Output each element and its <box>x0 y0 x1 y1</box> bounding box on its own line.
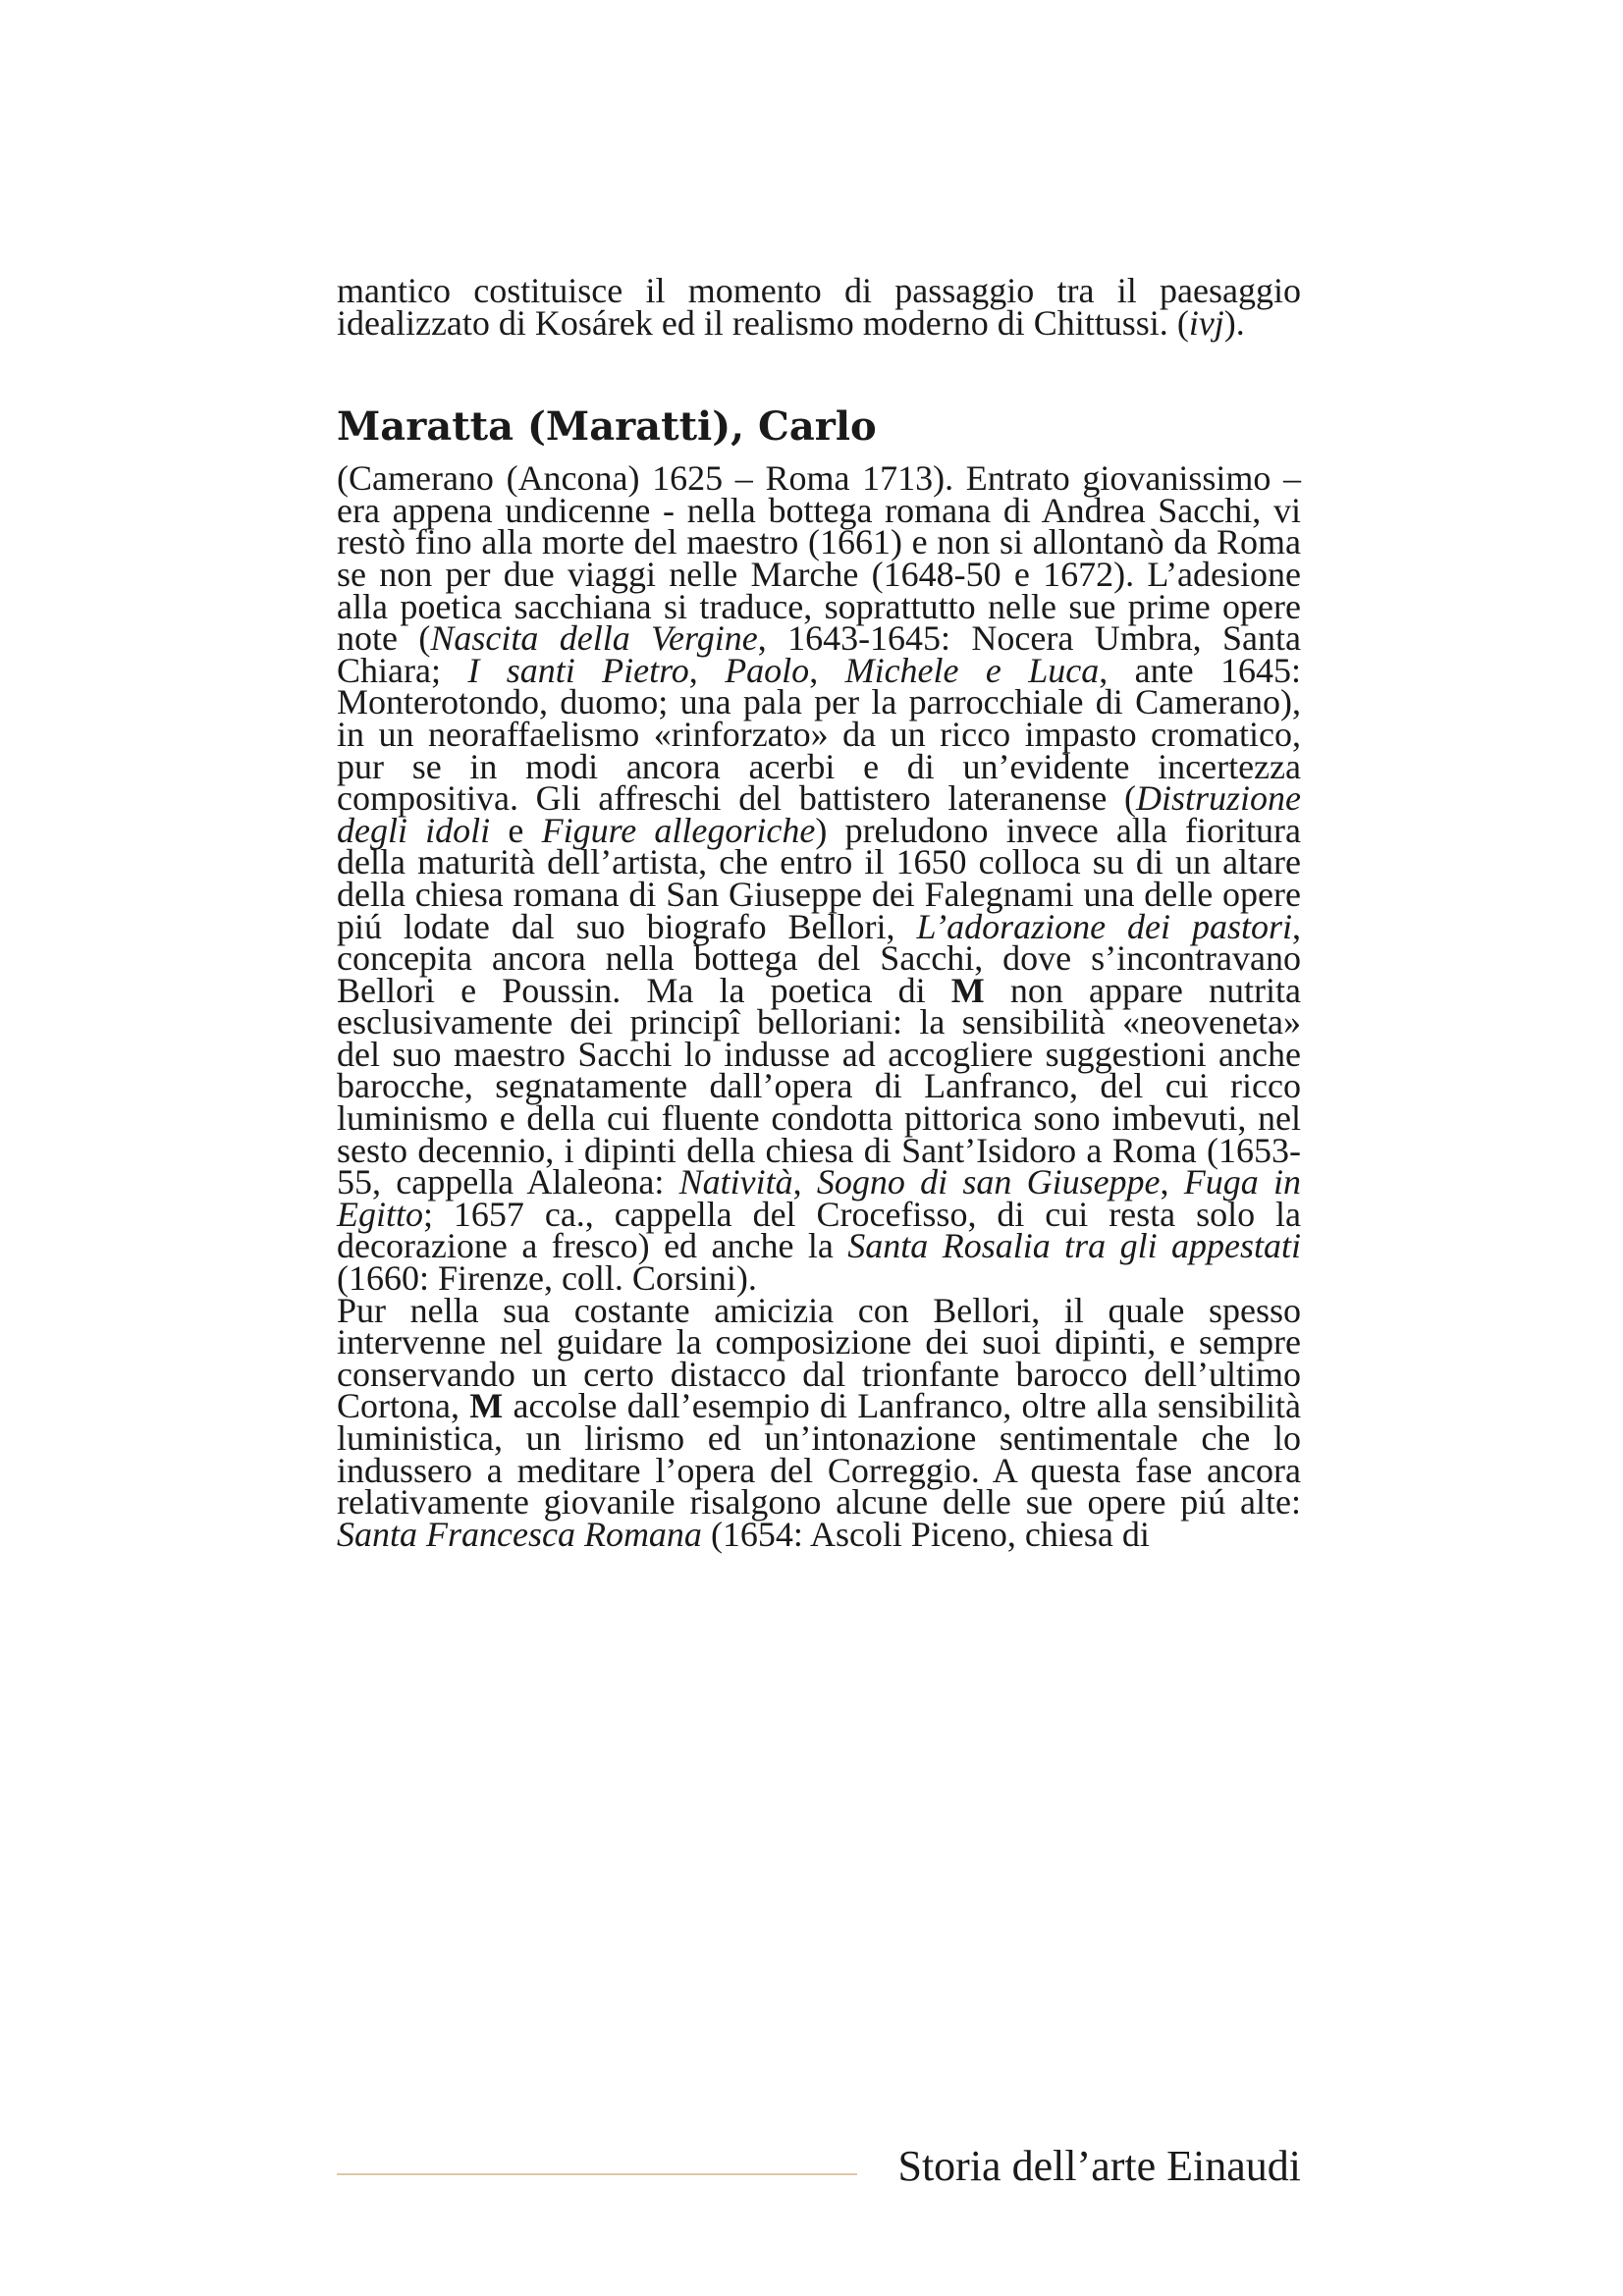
italic-title: Sogno di san Giuseppe <box>816 1162 1161 1202</box>
text-run: ; 1657 ca., cappella del Crocefisso, di cui resta solo la decorazione a fresco) ed anche la <box>337 1194 1301 1266</box>
footer-publication-title: Storia dell’arte Einaudi <box>897 2142 1301 2190</box>
previous-entry-closing: ). <box>1223 302 1245 343</box>
text-run: accolse dall’esempio di Lanfranco, oltre alla sensibilità luministica, un lirismo ed un’intonazione sentimentale che lo indussero a meditare l’opera del Correggio. A questa fase ancora relativamente giovanile risalgono alcune delle sue opere piú alte: <box>337 1386 1301 1522</box>
italic-title: Figure allegoriche <box>541 810 816 850</box>
text-run: , ante 1645: Monterotondo, duomo; una pala per la parrocchiale di Camerano), in un neoraffaelismo «rinforzato» da un ricco impasto cromatico, pur se in modi ancora acerbi e di un’evidente incertezza compositiva. Gli affreschi del battistero lateranense ( <box>337 650 1302 819</box>
text-run: (1654: Ascoli Piceno, chiesa di <box>701 1514 1150 1554</box>
text-run: , <box>1160 1162 1184 1202</box>
page-text <box>337 271 1302 1554</box>
text-run: ) preludono invece alla fioritura della maturità dell’artista, che entro il 1650 colloca su di un altare della chiesa romana di San Giuseppe dei Falegnami una delle opere piú lodate dal suo biografo Bellori, <box>337 810 1301 946</box>
entry-paragraph-1 <box>337 458 1302 1299</box>
text-run: e <box>490 810 542 850</box>
italic-title: Michele e Luca <box>844 650 1100 690</box>
text-run: , <box>792 1162 817 1202</box>
text-run: , <box>809 650 845 690</box>
previous-entry-tail: mantico costituisce il momento di passaggio tra il paesaggio idealizzato di Kosárek ed il realismo moderno di Chittussi. (ivj). <box>337 271 1301 343</box>
text-run: (1660: Firenze, coll. Corsini). <box>337 1258 757 1299</box>
text-run: , 1643-1645: Nocera Umbra, Santa Chiara; <box>337 618 1302 690</box>
italic-title: Distruzione degli idoli <box>337 778 1301 850</box>
italic-title: Santa Rosalia tra gli appestati <box>847 1226 1301 1266</box>
author-initials: ivj <box>1188 302 1224 343</box>
footer-rule <box>337 2173 857 2175</box>
italic-title: Fuga in Egitto <box>337 1162 1302 1234</box>
italic-title: L’adorazione dei pastori <box>916 906 1292 946</box>
text-run: Pur nella sua costante amicizia con Bellori, il quale spesso intervenne nel guidare la composizione dei suoi dipinti, e sempre conservando un certo distacco dal trionfante barocco dell’ultimo Cortona, <box>337 1290 1301 1426</box>
text-run: non appare nutrita esclusivamente dei principî belloriani: la sensibilità «neoveneta» del suo maestro Sacchi lo indusse ad accogliere suggestioni anche barocche, segnatamente dall’opera di Lanfranco, del cui ricco luminismo e della cui fluente condotta pittorica sono imbevuti, nel sesto decennio, i dipinti della chiesa di Sant’Isidoro a Roma (1653-55, cappella Alaleona: <box>337 970 1301 1202</box>
entry-paragraph-2 <box>337 1290 1301 1554</box>
italic-title: Nascita della Vergine <box>430 618 758 659</box>
italic-title: Paolo <box>725 650 810 690</box>
italic-title: Santa Francesca Romana <box>337 1514 702 1554</box>
entry-title: Maratta (Maratti), Carlo <box>337 403 877 451</box>
page-footer <box>337 2132 1301 2191</box>
text-run: (Camerano (Ancona) 1625 – Roma 1713). Entrato giovanissimo – era appena undicenne - nella bottega romana di Andrea Sacchi, vi restò fino alla morte del maestro (1661) e non si allontanò da Roma se non per due viaggi nelle Marche (1648-50 e 1672). L’adesione alla poetica sacchiana si traduce, soprattutto nelle sue prime opere note ( <box>337 458 1301 659</box>
artist-abbreviation: M <box>469 1386 504 1426</box>
previous-entry-text: mantico costituisce il momento di passaggio tra il paesaggio idealizzato di Kosárek ed il realismo moderno di Chittussi. <box>337 271 1301 343</box>
artist-abbreviation: M <box>950 970 985 1010</box>
italic-title: I santi Pietro <box>467 650 689 690</box>
italic-title: Natività <box>678 1162 793 1202</box>
text-run: , <box>688 650 726 690</box>
text-run: , concepita ancora nella bottega del Sacchi, dove s’incontravano Bellori e Poussin. Ma la poetica di <box>337 906 1301 1010</box>
